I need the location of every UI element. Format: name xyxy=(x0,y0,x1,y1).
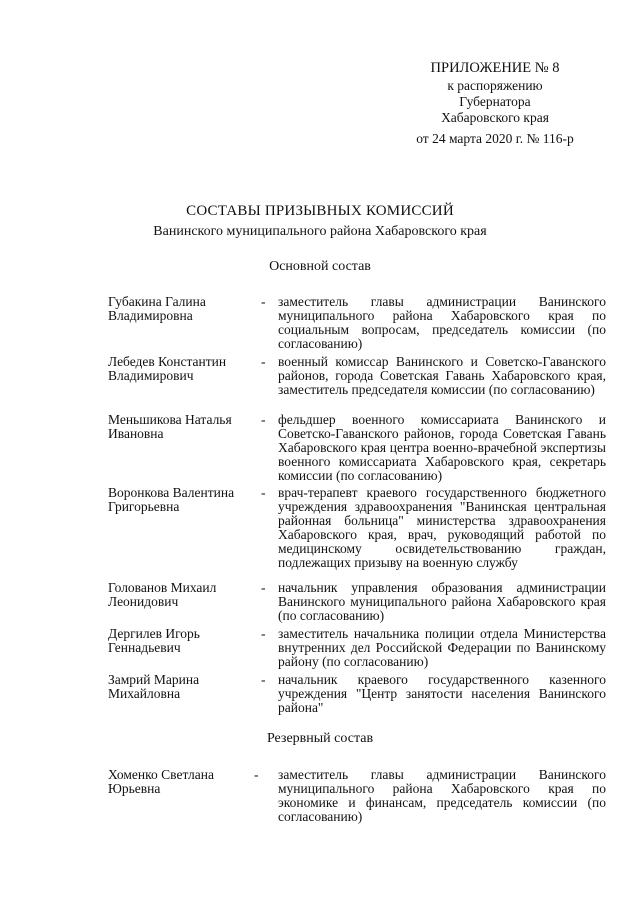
member-name: Голованов Михаил Леонидович xyxy=(108,580,217,609)
member-name: Лебедев Константин Владимирович xyxy=(108,354,227,383)
appendix-line-3: Хабаровского края xyxy=(441,110,549,125)
reserve-section-heading: Резервный состав xyxy=(266,731,374,746)
member-dash: - xyxy=(261,672,266,687)
member-name: Губакина Галина Владимировна xyxy=(108,294,206,323)
member-description: заместитель начальника полиции отдела Министерства внутренних дел Российской Федерации по Ванинскому району (по согласованию) xyxy=(278,626,606,669)
main-section-heading: Основной состав xyxy=(269,259,371,274)
member-description: фельдшер военного комиссариата Ванинского и Советско-Гаванского районов, города Советская Гавань Хабаровского края центра военно-врачебной экспертизы военного комиссариата Хабаровского края, секретарь комиссии (по согласованию) xyxy=(278,412,606,483)
member-dash: - xyxy=(261,294,266,309)
member-description: заместитель главы администрации Ванинского муниципального района Хабаровского края по социальным вопросам, председатель комиссии (по согласованию) xyxy=(278,294,606,351)
appendix-block xyxy=(395,60,595,147)
member-dash: - xyxy=(261,485,266,500)
member-dash: - xyxy=(261,626,266,641)
member-name: Хоменко Светлана Юрьевна xyxy=(108,767,214,796)
document-header xyxy=(0,203,640,240)
member-description: начальник управления образования администрации Ванинского муниципального района Хабаровского края (по согласованию) xyxy=(278,580,606,623)
member-dash: - xyxy=(254,767,259,782)
member-dash: - xyxy=(261,354,266,369)
member-description: военный комиссар Ванинского и Советско-Гаванского районов, города Советская Гавань Хабаровского края, заместитель председателя комиссии (по согласованию) xyxy=(278,354,606,397)
document-title: СОСТАВЫ ПРИЗЫВНЫХ КОМИССИЙ xyxy=(186,203,454,219)
appendix-title: ПРИЛОЖЕНИЕ № 8 xyxy=(430,60,560,76)
member-name: Дергилев Игорь Геннадьевич xyxy=(108,626,200,655)
appendix-date: от 24 марта 2020 г. № 116-р xyxy=(416,131,574,146)
member-description: врач-терапевт краевого государственного бюджетного учреждения здравоохранения "Ванинская центральная районная больница" министерства здравоохранения Хабаровского края, врач, руководящий работой по медицинскому освидетельствованию граждан, подлежащих призыву на военную службу xyxy=(278,485,606,570)
appendix-line-1: к распоряжению xyxy=(447,78,543,93)
member-name: Меньшикова Наталья Ивановна xyxy=(108,412,232,441)
member-dash: - xyxy=(261,580,266,595)
document-subtitle: Ванинского муниципального района Хабаровского края xyxy=(153,224,487,239)
member-dash: - xyxy=(261,412,266,427)
member-description: начальник краевого государственного казенного учреждения "Центр занятости населения Ванинского района" xyxy=(278,672,606,715)
member-name: Воронкова Валентина Григорьевна xyxy=(108,485,235,514)
member-name: Замрий Марина Михайловна xyxy=(108,672,200,701)
appendix-line-2: Губернатора xyxy=(459,94,531,109)
member-description: заместитель главы администрации Ванинского муниципального района Хабаровского края по экономике и финансам, председатель комиссии (по согласованию) xyxy=(278,767,606,824)
